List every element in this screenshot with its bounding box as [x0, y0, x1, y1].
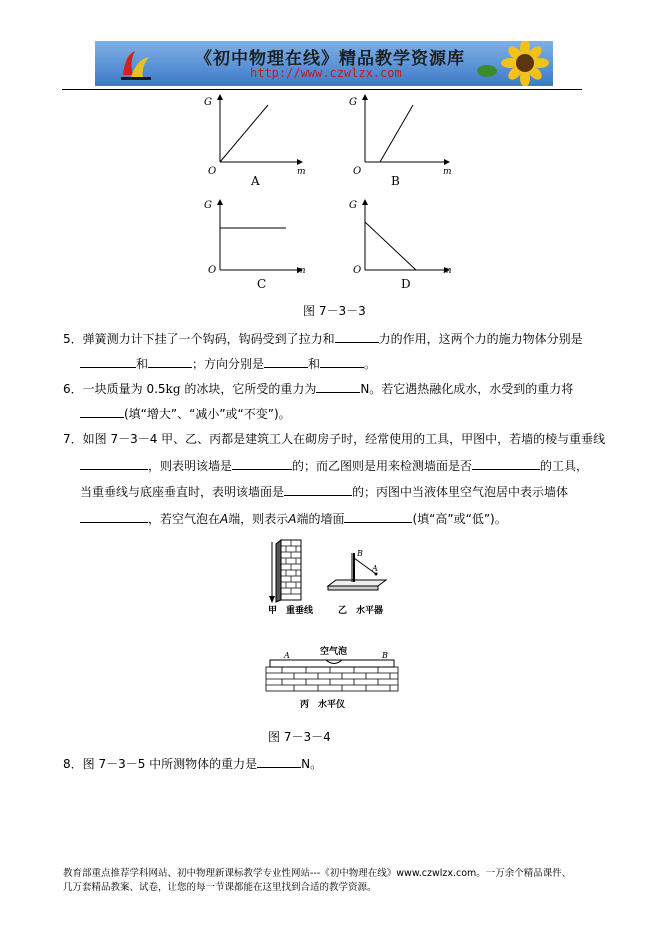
q7-blank-5[interactable]: [80, 510, 148, 523]
q8-blank-1[interactable]: [257, 755, 301, 768]
brick-wall-icon: [276, 540, 301, 602]
q7-blank-1[interactable]: [80, 457, 148, 470]
q6-blank-2[interactable]: [80, 405, 124, 418]
graph-c-origin: O: [208, 265, 217, 276]
question-6-line2: [80, 405, 291, 422]
q5-blank-5[interactable]: [320, 355, 364, 368]
q7-blank-6[interactable]: [344, 510, 412, 523]
q5-text-3: 和: [136, 357, 149, 371]
banner-title: 《初中物理在线》精品教学资源库: [195, 49, 465, 69]
question-7-line4: [80, 510, 507, 527]
question-7-line1: 7．如图 7－3－4 甲、乙、丙都是建筑工人在砌房子时，经常使用的工具，甲图中，若墙的棱与重垂线: [63, 432, 606, 446]
graphs-figure-733: [195, 92, 465, 302]
q6-text-4: (填“增大”、“减小”或“不变”)。: [124, 407, 291, 421]
q7-blank-3[interactable]: [472, 457, 540, 470]
q7-text-2a: ，则表明该墙是: [148, 459, 233, 473]
q7-text-2c: 的工具，: [540, 459, 589, 473]
graph-c-x-label: m: [297, 266, 306, 276]
q5-text-2: 力的作用，这两个力的施力物体分别是: [378, 332, 583, 346]
graph-a-origin: O: [208, 166, 217, 177]
level-tool-icon: [328, 549, 386, 590]
q8-text-2: N。: [301, 757, 323, 771]
bing-point-b: B: [382, 651, 388, 660]
bing-caption: 丙 水平仪: [300, 700, 346, 710]
graph-c-y-label: G: [204, 200, 212, 211]
q7-text-3b: 的；丙图中当液体里空气泡居中表示墙体: [352, 485, 569, 499]
question-7-line2: [80, 457, 588, 474]
site-logo: [115, 45, 155, 83]
q6-blank-1[interactable]: [316, 380, 360, 393]
graph-d: [349, 200, 452, 291]
q6-text-1: 6．一块质量为 0.5: [63, 382, 166, 396]
q7-blank-4[interactable]: [284, 483, 352, 496]
graph-d-x-label: m: [443, 266, 452, 276]
figure-733-caption: 图 7－3－3: [303, 304, 366, 318]
q7-text-4b: 端，则表示: [228, 512, 289, 526]
footer-line-1: 教育部重点推荐学科网站、初中物理新课标教学专业性网站---《初中物理在线》www.czwlzx.com。一万余个精品课件、: [63, 868, 572, 879]
graph-a: [204, 97, 306, 188]
level-point-a: A: [372, 564, 378, 573]
q5-blank-4[interactable]: [264, 355, 308, 368]
graph-d-origin: O: [353, 265, 362, 276]
q7-blank-2[interactable]: [232, 457, 292, 470]
figure-734-bing: [262, 640, 402, 710]
q5-text-6: 。: [364, 357, 377, 371]
bing-point-a: A: [284, 651, 290, 660]
q7-point-a-1: A: [220, 512, 229, 526]
header-banner: [95, 41, 553, 86]
q6-text-2: 的冰块，它所受的重力为: [180, 382, 317, 396]
air-bubble-label: 空气泡: [320, 647, 348, 657]
question-7-line3: [80, 483, 568, 500]
header-rule: [62, 89, 582, 90]
graph-b-origin: O: [353, 166, 362, 177]
q5-blank-3[interactable]: [148, 355, 192, 368]
graph-b: [349, 97, 452, 188]
q5-text-5: 和: [308, 357, 321, 371]
q5-blank-1[interactable]: [335, 330, 379, 343]
graph-a-x-label: m: [297, 167, 306, 177]
brick-rows-icon: [266, 667, 398, 691]
plumb-bob-icon: [269, 596, 275, 603]
question-6-line1: [63, 380, 573, 397]
question-5-line1: [63, 330, 583, 347]
graph-c-label: C: [257, 277, 267, 291]
q7-text-2b: 的；而乙图则是用来检测墙面是否: [292, 459, 473, 473]
q7-text-4d: (填“高”或“低”)。: [412, 512, 507, 526]
figure-734-top: [258, 538, 408, 618]
banner-url: http://www.czwlzx.com: [250, 66, 402, 80]
graph-c: [204, 200, 306, 291]
yi-caption: 乙 水平器: [338, 606, 384, 616]
q8-text-1: 8．图 7－3－5 中所测物体的重力是: [63, 757, 258, 771]
q5-text-1: 5．弹簧测力计下挂了一个钩码，钩码受到了拉力和: [63, 332, 335, 346]
sunflower-icon: [473, 41, 553, 86]
q7-text-4c: 端的墙面: [296, 512, 345, 526]
q7-text-4a: ，若空气泡在: [148, 512, 221, 526]
q7-text-3a: 当重垂线与底座垂直时，表明该墙面是: [80, 485, 285, 499]
footer-line-2: 几万套精品教案、试卷，让您的每一节课都能在这里找到合适的教学资源。: [63, 882, 377, 893]
q6-unit: kg: [165, 382, 181, 396]
q7-point-a-2: A: [288, 512, 297, 526]
figure-734-caption: 图 7－3－4: [268, 730, 331, 744]
question-8: [63, 755, 322, 772]
q5-blank-2[interactable]: [80, 355, 136, 368]
graph-d-y-label: G: [349, 200, 357, 211]
jia-caption: 甲 重垂线: [268, 606, 314, 616]
graph-a-y-label: G: [204, 97, 212, 108]
graph-b-label: B: [391, 174, 400, 188]
graph-b-y-label: G: [349, 97, 357, 108]
question-5-line2: [80, 355, 376, 372]
graph-b-x-label: m: [443, 167, 452, 177]
q5-text-4: ；方向分别是: [192, 357, 265, 371]
graph-a-label: A: [251, 174, 260, 188]
graph-d-label: D: [401, 277, 411, 291]
level-point-b: B: [357, 549, 363, 558]
q6-text-3: N。若它遇热融化成水，水受到的重力将: [360, 382, 574, 396]
